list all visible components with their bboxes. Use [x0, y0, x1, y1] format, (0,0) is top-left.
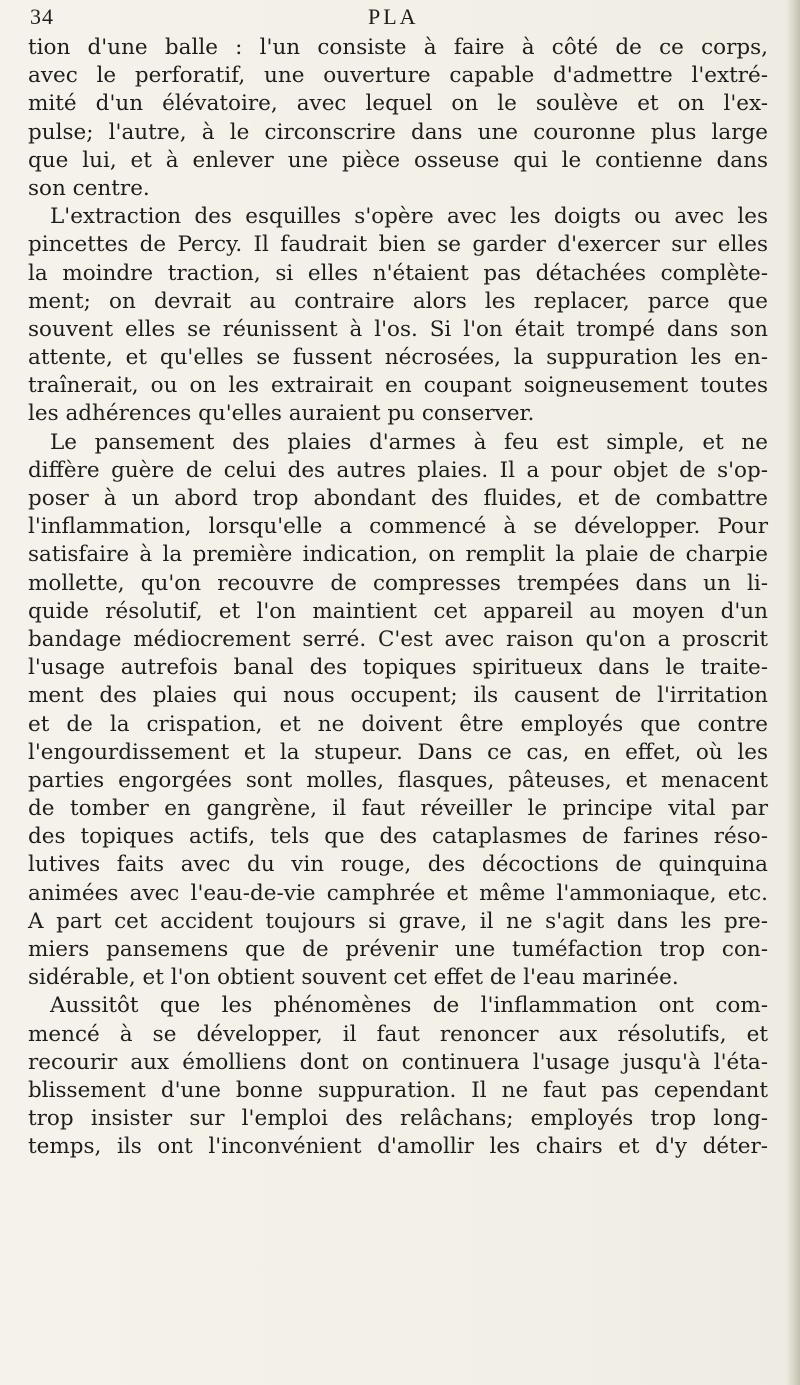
text-line: Aussitôt que les phénomènes de l'inflammation ont com-	[50, 993, 768, 1019]
text-line: L'extraction des esquilles s'opère avec les doigts ou avec les	[50, 204, 768, 230]
text-line: l'engourdissement et la stupeur. Dans ce cas, en effet, où les	[28, 739, 768, 765]
text-line: temps, ils ont l'inconvénient d'amollir les chairs et d'y déter-	[28, 1134, 768, 1160]
text-line: les adhérences qu'elles auraient pu conserver.	[28, 401, 535, 427]
text-line: traînerait, ou on les extrairait en coupant soigneusement toutes	[28, 373, 768, 399]
text-line: parties engorgées sont molles, flasques, pâteuses, et menacent	[28, 767, 768, 793]
text-line: A part cet accident toujours si grave, il ne s'agit dans les pre-	[28, 908, 768, 934]
text-line: miers pansemens que de prévenir une tuméfaction trop con-	[28, 937, 768, 962]
text-line: pincettes de Percy. Il faudrait bien se garder d'exercer sur elles	[28, 232, 768, 258]
text-line: trop insister sur l'emploi des relâchans; employés trop long-	[28, 1106, 768, 1132]
text-line: poser à un abord trop abondant des fluides, et de combattre	[28, 486, 768, 511]
text-line: des topiques actifs, tels que des cataplasmes de farines réso-	[28, 824, 768, 850]
running-title: PLA	[368, 4, 419, 29]
text-line: attente, et qu'elles se fussent nécrosées, la suppuration les en-	[28, 345, 768, 371]
text-line: mollette, qu'on recouvre de compresses trempées dans un li-	[28, 570, 768, 596]
text-line: de tomber en gangrène, il faut réveiller le principe vital par	[28, 796, 768, 822]
text-line: quide résolutif, et l'on maintient cet appareil au moyen d'un	[28, 598, 768, 624]
text-line: que lui, et à enlever une pièce osseuse qui le contienne dans	[28, 147, 768, 173]
text-line: blissement d'une bonne suppuration. Il ne faut pas cependant	[28, 1077, 768, 1103]
body-text	[28, 34, 768, 1162]
text-line: Le pansement des plaies d'armes à feu est simple, et ne	[50, 429, 768, 455]
text-line: et de la crispation, et ne doivent être employés que contre	[28, 711, 768, 737]
text-line: l'inflammation, lorsqu'elle a commencé à se développer. Pour	[28, 514, 768, 540]
text-line: satisfaire à la première indication, on remplit la plaie de charpie	[28, 542, 768, 568]
text-line: la moindre traction, si elles n'étaient pas détachées complète-	[28, 260, 768, 286]
text-line: ment; on devrait au contraire alors les replacer, parce que	[28, 288, 768, 314]
text-line: son centre.	[28, 175, 150, 201]
text-line: ment des plaies qui nous occupent; ils causent de l'irritation	[28, 683, 768, 709]
text-line: avec le perforatif, une ouverture capable d'admettre l'extré-	[28, 63, 768, 89]
text-line: mencé à se développer, il faut renoncer aux résolutifs, et	[28, 1021, 768, 1047]
text-line: pulse; l'autre, à le circonscrire dans une couronne plus large	[28, 119, 768, 145]
text-line: bandage médiocrement serré. C'est avec raison qu'on a proscrit	[28, 626, 768, 652]
text-line: mité d'un élévatoire, avec lequel on le soulève et on l'ex-	[28, 91, 768, 117]
text-line: animées avec l'eau-de-vie camphrée et même l'ammoniaque, etc.	[28, 880, 768, 906]
page-edge-shadow	[786, 0, 800, 1385]
text-line: tion d'une balle : l'un consiste à faire à côté de ce corps,	[28, 35, 768, 60]
text-line: lutives faits avec du vin rouge, des décoctions de quinquina	[28, 852, 768, 878]
page-number: 34	[30, 4, 54, 29]
text-line: diffère guère de celui des autres plaies. Il a pour objet de s'op-	[28, 457, 768, 483]
text-line: recourir aux émolliens dont on continuera l'usage jusqu'à l'éta-	[28, 1049, 768, 1075]
text-line: souvent elles se réunissent à l'os. Si l'on était trompé dans son	[28, 316, 768, 342]
text-line: l'usage autrefois banal des topiques spiritueux dans le traite-	[28, 655, 768, 681]
text-line: sidérable, et l'on obtient souvent cet effet de l'eau marinée.	[28, 965, 679, 991]
